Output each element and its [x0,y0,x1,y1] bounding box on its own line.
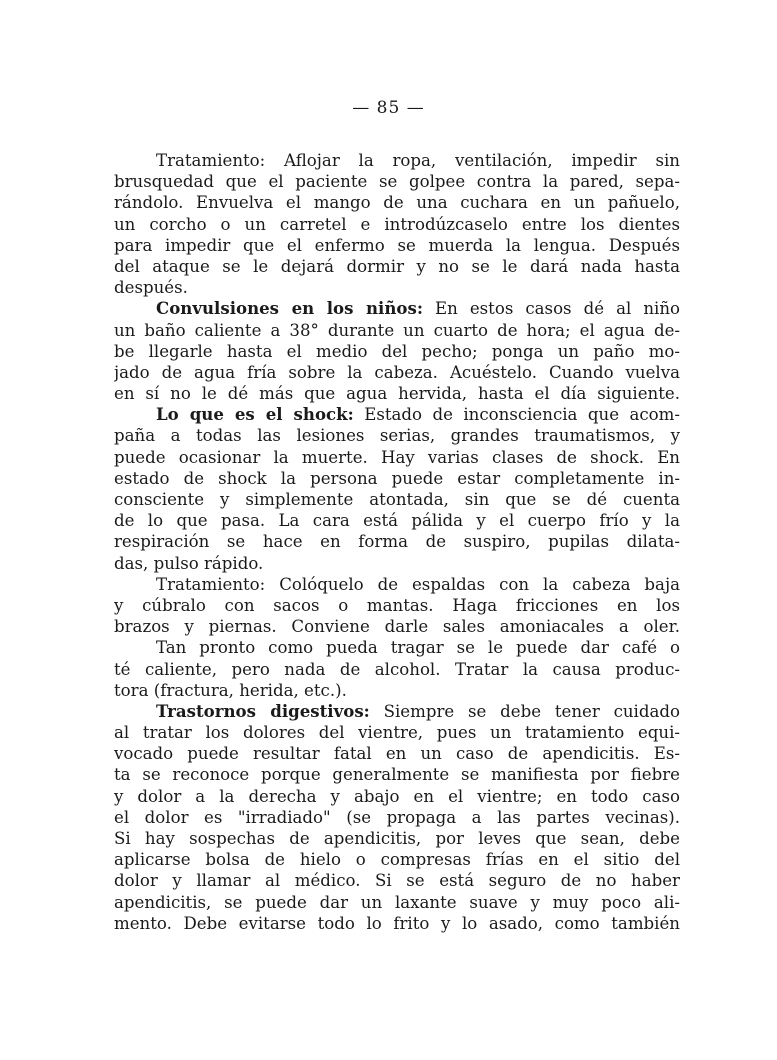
text-line [114,256,680,277]
body-text [114,150,680,934]
text-line [114,616,680,637]
line-text: jado de agua fría sobre la cabeza. Acuéstelo. Cuando vuelva [114,362,680,382]
line-text: vocado puede resultar fatal en un caso de apendicitis. Es- [114,744,680,764]
text-line [114,468,680,489]
line-text: paña a todas las lesiones serias, grandes traumatismos, y [114,426,680,446]
text-line [114,892,680,913]
text-line [114,425,680,446]
text-line [114,743,680,764]
line-text: en sí no le dé más que agua hervida, hasta el día siguiente. [114,384,680,404]
line-text: un corcho o un carretel e introdúzcaselo entre los dientes [114,214,680,234]
line-text: consciente y simplemente atontada, sin que se dé cuenta [114,490,680,509]
text-line [114,849,680,870]
text-line [114,171,680,192]
line-text: ta se reconoce porque generalmente se manifiesta por fiebre [114,765,680,785]
text-line [114,764,680,785]
section-heading: Lo que es el shock: [156,404,354,425]
text-line [114,870,680,891]
line-text: de lo que pasa. La cara está pálida y el cuerpo frío y la [114,511,680,531]
text-line [114,722,680,743]
line-text: Tratamiento: Aflojar la ropa, ventilación, impedir sin [156,151,680,170]
line-text: brusquedad que el paciente se golpee contra la pared, sepa- [114,172,680,192]
text-line [114,786,680,807]
line-text: puede ocasionar la muerte. Hay varias clases de shock. En [114,447,680,467]
text-line [114,531,680,552]
text-line [114,298,680,319]
line-text: Si hay sospechas de apendicitis, por leves que sean, debe [114,829,680,848]
text-line [114,447,680,468]
section-heading: Convulsiones en los niños: [156,298,423,319]
text-line [114,828,680,849]
line-text: rándolo. Envuelva el mango de una cuchara en un pañuelo, [114,193,680,213]
line-text: y dolor a la derecha y abajo en el vientre; en todo caso [114,786,680,806]
text-line [114,595,680,616]
text-line [114,235,680,256]
text-line [114,320,680,341]
line-text: Tratamiento: Colóquelo de espaldas con la cabeza baja [156,574,680,594]
line-text: mento. Debe evitarse todo lo frito y lo asado, como también [114,913,680,933]
line-text: para impedir que el enfermo se muerda la lengua. Después [114,235,680,255]
line-text: té caliente, pero nada de alcohol. Tratar la causa produc- [114,659,680,679]
text-line [114,701,680,722]
section-heading: Trastornos digestivos: [156,700,370,721]
text-line [114,913,680,934]
line-text: respiración se hace en forma de suspiro, pupilas dilata- [114,532,680,552]
text-line [114,510,680,531]
text-line [114,574,680,595]
text-line [114,680,680,701]
line-text: del ataque se le dejará dormir y no se le dará nada hasta [114,256,680,276]
line-text: al tratar los dolores del vientre, pues un tratamiento equi- [114,723,680,743]
text-line [114,489,680,510]
text-line [114,807,680,828]
line-text: estado de shock la persona puede estar completamente in- [114,468,680,488]
page-number: — 85 — [352,98,425,118]
line-text: Tan pronto como pueda tragar se le puede dar café o [156,638,680,658]
text-line [114,637,680,658]
line-text: y cúbralo con sacos o mantas. Haga fricciones en los [114,595,680,615]
line-text: Siempre se debe tener cuidado [369,701,680,721]
line-text: be llegarle hasta el medio del pecho; ponga un paño mo- [114,341,680,361]
line-text: das, pulso rápido. [114,553,264,573]
text-line [114,192,680,213]
line-text: brazos y piernas. Conviene darle sales amoniacales a oler. [114,617,680,637]
text-line [114,553,680,574]
line-text: Estado de inconsciencia que acom- [353,405,680,425]
text-line [114,383,680,404]
text-line [114,277,680,298]
line-text: aplicarse bolsa de hielo o compresas frías en el sitio del [114,850,680,870]
line-text: apendicitis, se puede dar un laxante suave y muy poco ali- [114,892,680,912]
text-line [114,150,680,171]
line-text: un baño caliente a 38° durante un cuarto de hora; el agua de- [114,320,680,340]
text-line [114,362,680,383]
line-text: después. [114,278,188,298]
line-text: En estos casos dé al niño [422,299,680,319]
line-text: tora (fractura, herida, etc.). [114,680,347,700]
text-line [114,659,680,680]
text-line [114,404,680,425]
text-line [114,341,680,362]
line-text: el dolor es "irradiado" (se propaga a las partes vecinas). [114,807,680,827]
line-text: dolor y llamar al médico. Si se está seguro de no haber [114,871,680,891]
text-line [114,214,680,235]
